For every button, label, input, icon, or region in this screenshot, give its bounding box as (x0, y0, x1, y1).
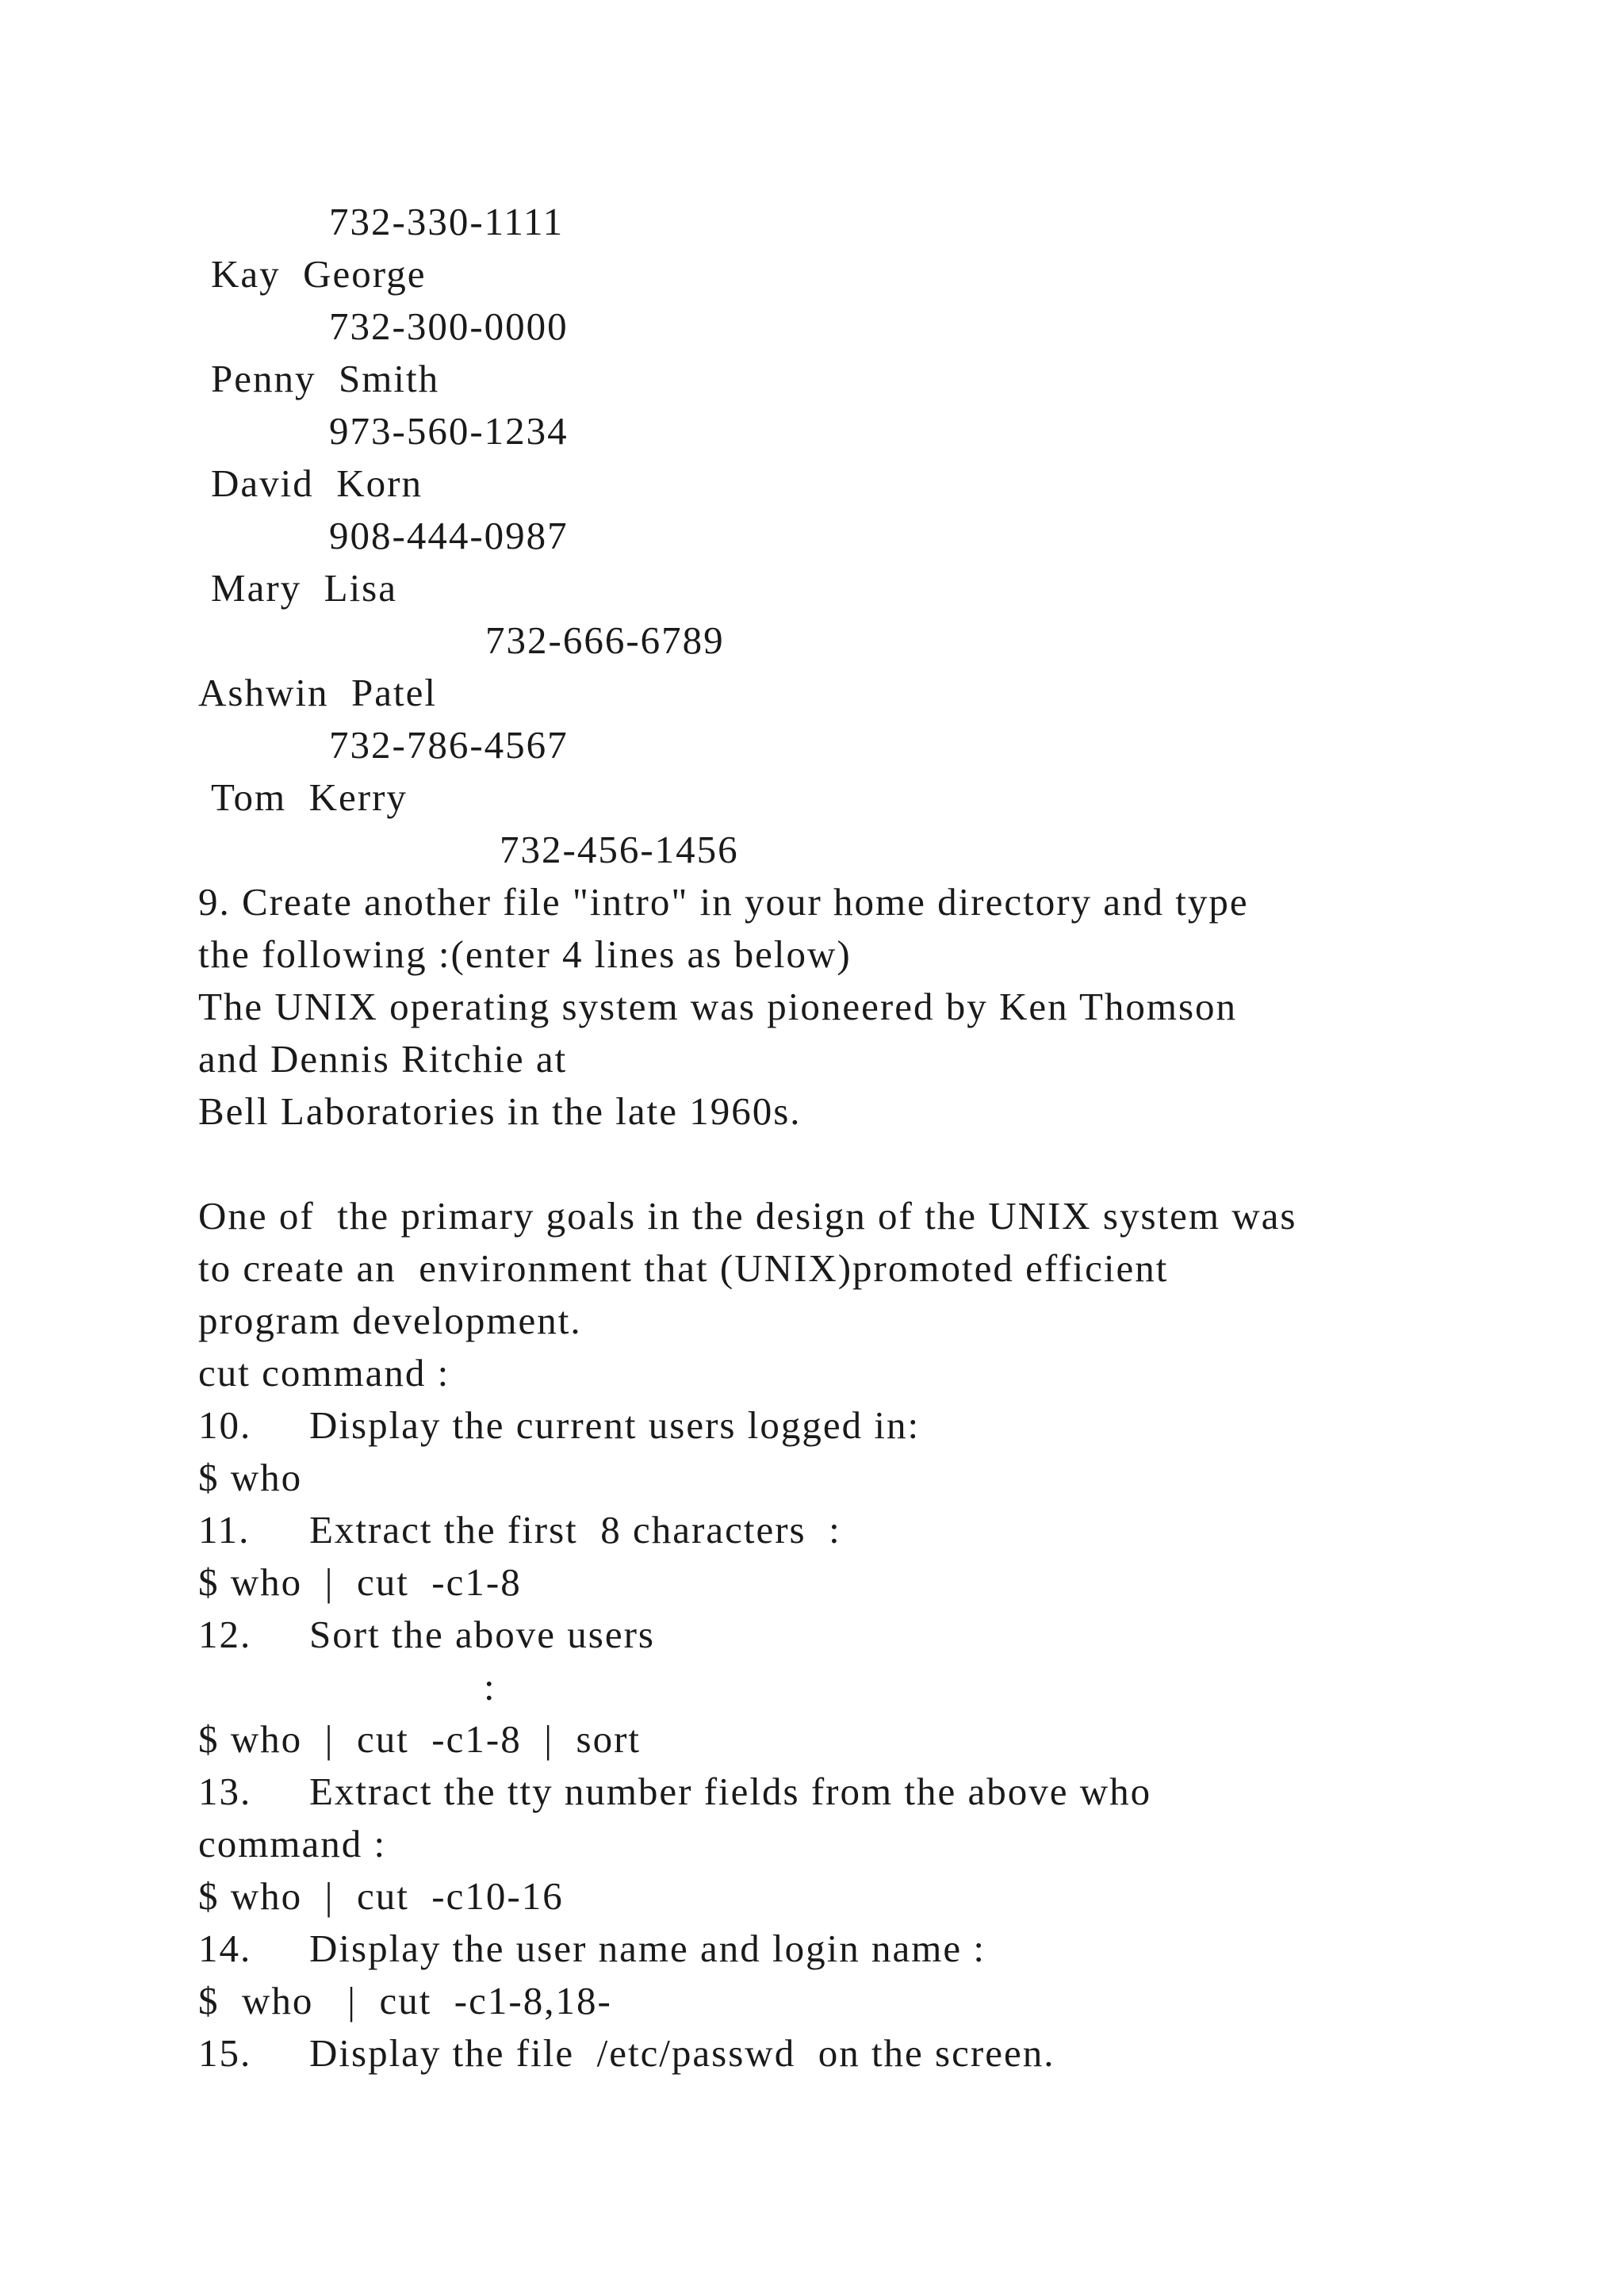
step-description (198, 1923, 1546, 1975)
blank-line (198, 1138, 1546, 1190)
step-text: Display the user name and login name : (309, 1927, 986, 1970)
step-9-line: the following :(enter 4 lines as below) (198, 932, 852, 976)
contact-phone: 908-444-0987 (329, 514, 569, 557)
step-description (198, 1504, 1546, 1556)
step-description (198, 1609, 1546, 1661)
contact-name: Tom Kerry (211, 775, 408, 819)
step-11 (198, 1504, 1546, 1609)
shell-command: $ who | cut -c1-8 (198, 1560, 522, 1604)
contact-list (198, 196, 1546, 876)
contact-name: Penny Smith (211, 357, 440, 400)
step-number: 13. (198, 1770, 252, 1813)
step-text: Display the file /etc/passwd on the screen. (309, 2031, 1055, 2075)
step-number: 11. (198, 1508, 251, 1552)
intro-line: program development. (198, 1299, 582, 1342)
intro-line: The UNIX operating system was pioneered by Ken Thomson (198, 985, 1238, 1028)
step-14 (198, 1923, 1546, 2027)
contact-phone: 732-330-1111 (329, 200, 565, 243)
shell-command: $ who | cut -c10-16 (198, 1874, 564, 1918)
shell-command: $ who | cut -c1-8 | sort (198, 1717, 642, 1761)
intro-line: and Dennis Ritchie at (198, 1037, 568, 1081)
contact-phone: 732-786-4567 (329, 723, 569, 767)
document-body (198, 196, 1546, 2080)
contact-phone: 732-666-6789 (485, 618, 725, 662)
step-text: Extract the first 8 characters : (309, 1508, 841, 1552)
intro-line: One of the primary goals in the design of the UNIX system was (198, 1194, 1297, 1238)
intro-line: to create an environment that (UNIX)promoted efficient (198, 1246, 1169, 1290)
step-9 (198, 876, 1546, 981)
step-description (198, 1399, 1546, 1452)
step-number: 15. (198, 2031, 252, 2075)
intro-text (198, 981, 1546, 1347)
step-description (198, 2027, 1546, 2080)
shell-command: $ who (198, 1456, 303, 1499)
step-number: 14. (198, 1927, 252, 1970)
step-12 (198, 1609, 1546, 1766)
step-number: 10. (198, 1403, 252, 1447)
step-text: Extract the tty number fields from the above who (309, 1770, 1152, 1813)
contact-name: Ashwin Patel (198, 671, 437, 714)
step-15 (198, 2027, 1546, 2080)
step-text: Sort the above users (309, 1613, 655, 1656)
contact-phone: 732-456-1456 (500, 828, 739, 871)
section-heading: cut command : (198, 1351, 450, 1395)
step-13 (198, 1766, 1546, 1923)
step-9-line: 9. Create another file "intro" in your home directory and type (198, 880, 1249, 924)
shell-command: $ who | cut -c1-8,18- (198, 1979, 612, 2022)
step-continuation: command : (198, 1822, 387, 1866)
contact-phone: 732-300-0000 (329, 304, 569, 348)
step-continuation: : (484, 1665, 496, 1709)
intro-line: Bell Laboratories in the late 1960s. (198, 1089, 802, 1133)
contact-phone: 973-560-1234 (329, 409, 569, 453)
step-10 (198, 1399, 1546, 1504)
step-description (198, 1766, 1546, 1818)
contact-name: Kay George (211, 252, 427, 296)
contact-name: David Korn (211, 461, 423, 505)
step-number: 12. (198, 1613, 252, 1656)
contact-name: Mary Lisa (211, 566, 397, 610)
step-text: Display the current users logged in: (309, 1403, 921, 1447)
